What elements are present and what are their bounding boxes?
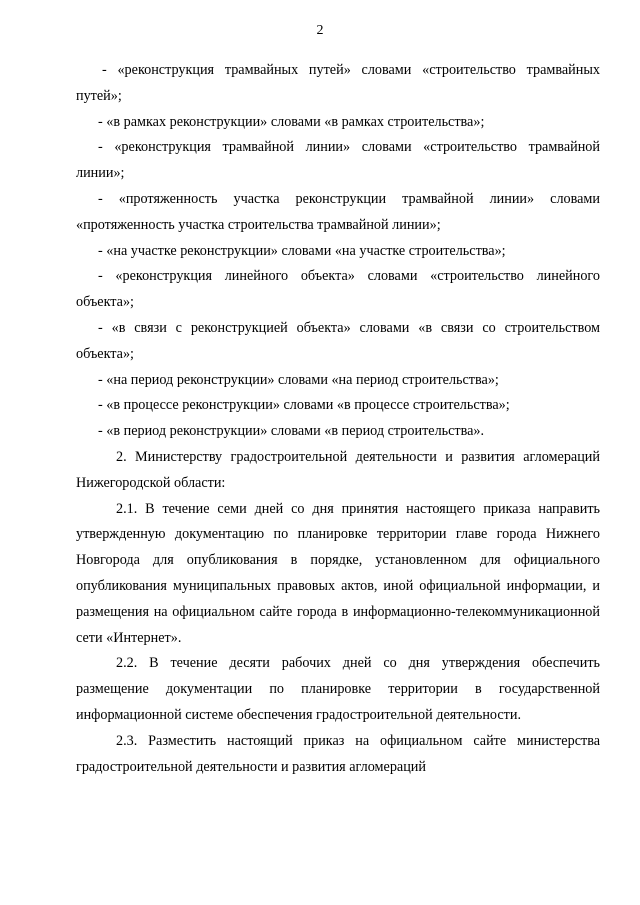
replacement-item-1: - «реконструкция трамвайных путей» словами «строительство трамвайных путей»; [76, 62, 600, 104]
document-body [76, 58, 600, 780]
page-number: 2 [316, 23, 324, 38]
replacement-item-2: - «в рамках реконструкции» словами «в рамках строительства»; [98, 113, 485, 130]
replacement-item-9: - «в процессе реконструкции» словами «в процессе строительства»; [98, 397, 510, 414]
replacement-item-8: - «на период реконструкции» словами «на период строительства»; [98, 371, 499, 388]
replacement-item-10: - «в период реконструкции» словами «в период строительства». [98, 423, 485, 440]
clause-2-3: 2.3. Разместить настоящий приказ на официальном сайте министерства градостроительной деятельности и развития агломераций [76, 732, 600, 775]
replacement-item-3: - «реконструкция трамвайной линии» словами «строительство трамвайной линии»; [76, 139, 600, 182]
clause-2-1: 2.1. В течение семи дней со дня принятия настоящего приказа направить утвержденную документацию по планировке территории главе города Нижнего Новгорода для опубликования в порядке, установленном для официального опубликования муниципальных правовых актов, иной официальной информации, и размещения на официальном сайте города в информационно-телекоммуникационной сети «Интернет». [76, 500, 600, 646]
replacement-item-6: - «реконструкция линейного объекта» словами «строительство линейного объекта»; [76, 268, 600, 311]
replacement-item-7: - «в связи с реконструкцией объекта» словами «в связи со строительством объекта»; [76, 319, 600, 362]
replacement-item-4: - «протяженность участка реконструкции трамвайной линии» словами «протяженность участка строительства трамвайной линии»; [76, 190, 600, 233]
replacement-item-5: - «на участке реконструкции» словами «на участке строительства»; [98, 242, 506, 259]
clause-2: 2. Министерству градостроительной деятельности и развития агломераций Нижегородской области: [76, 448, 600, 491]
clause-2-2: 2.2. В течение десяти рабочих дней со дня утверждения обеспечить размещение документации по планировке территории в государственной информационной системе обеспечения градостроительной деятельности. [76, 655, 600, 723]
